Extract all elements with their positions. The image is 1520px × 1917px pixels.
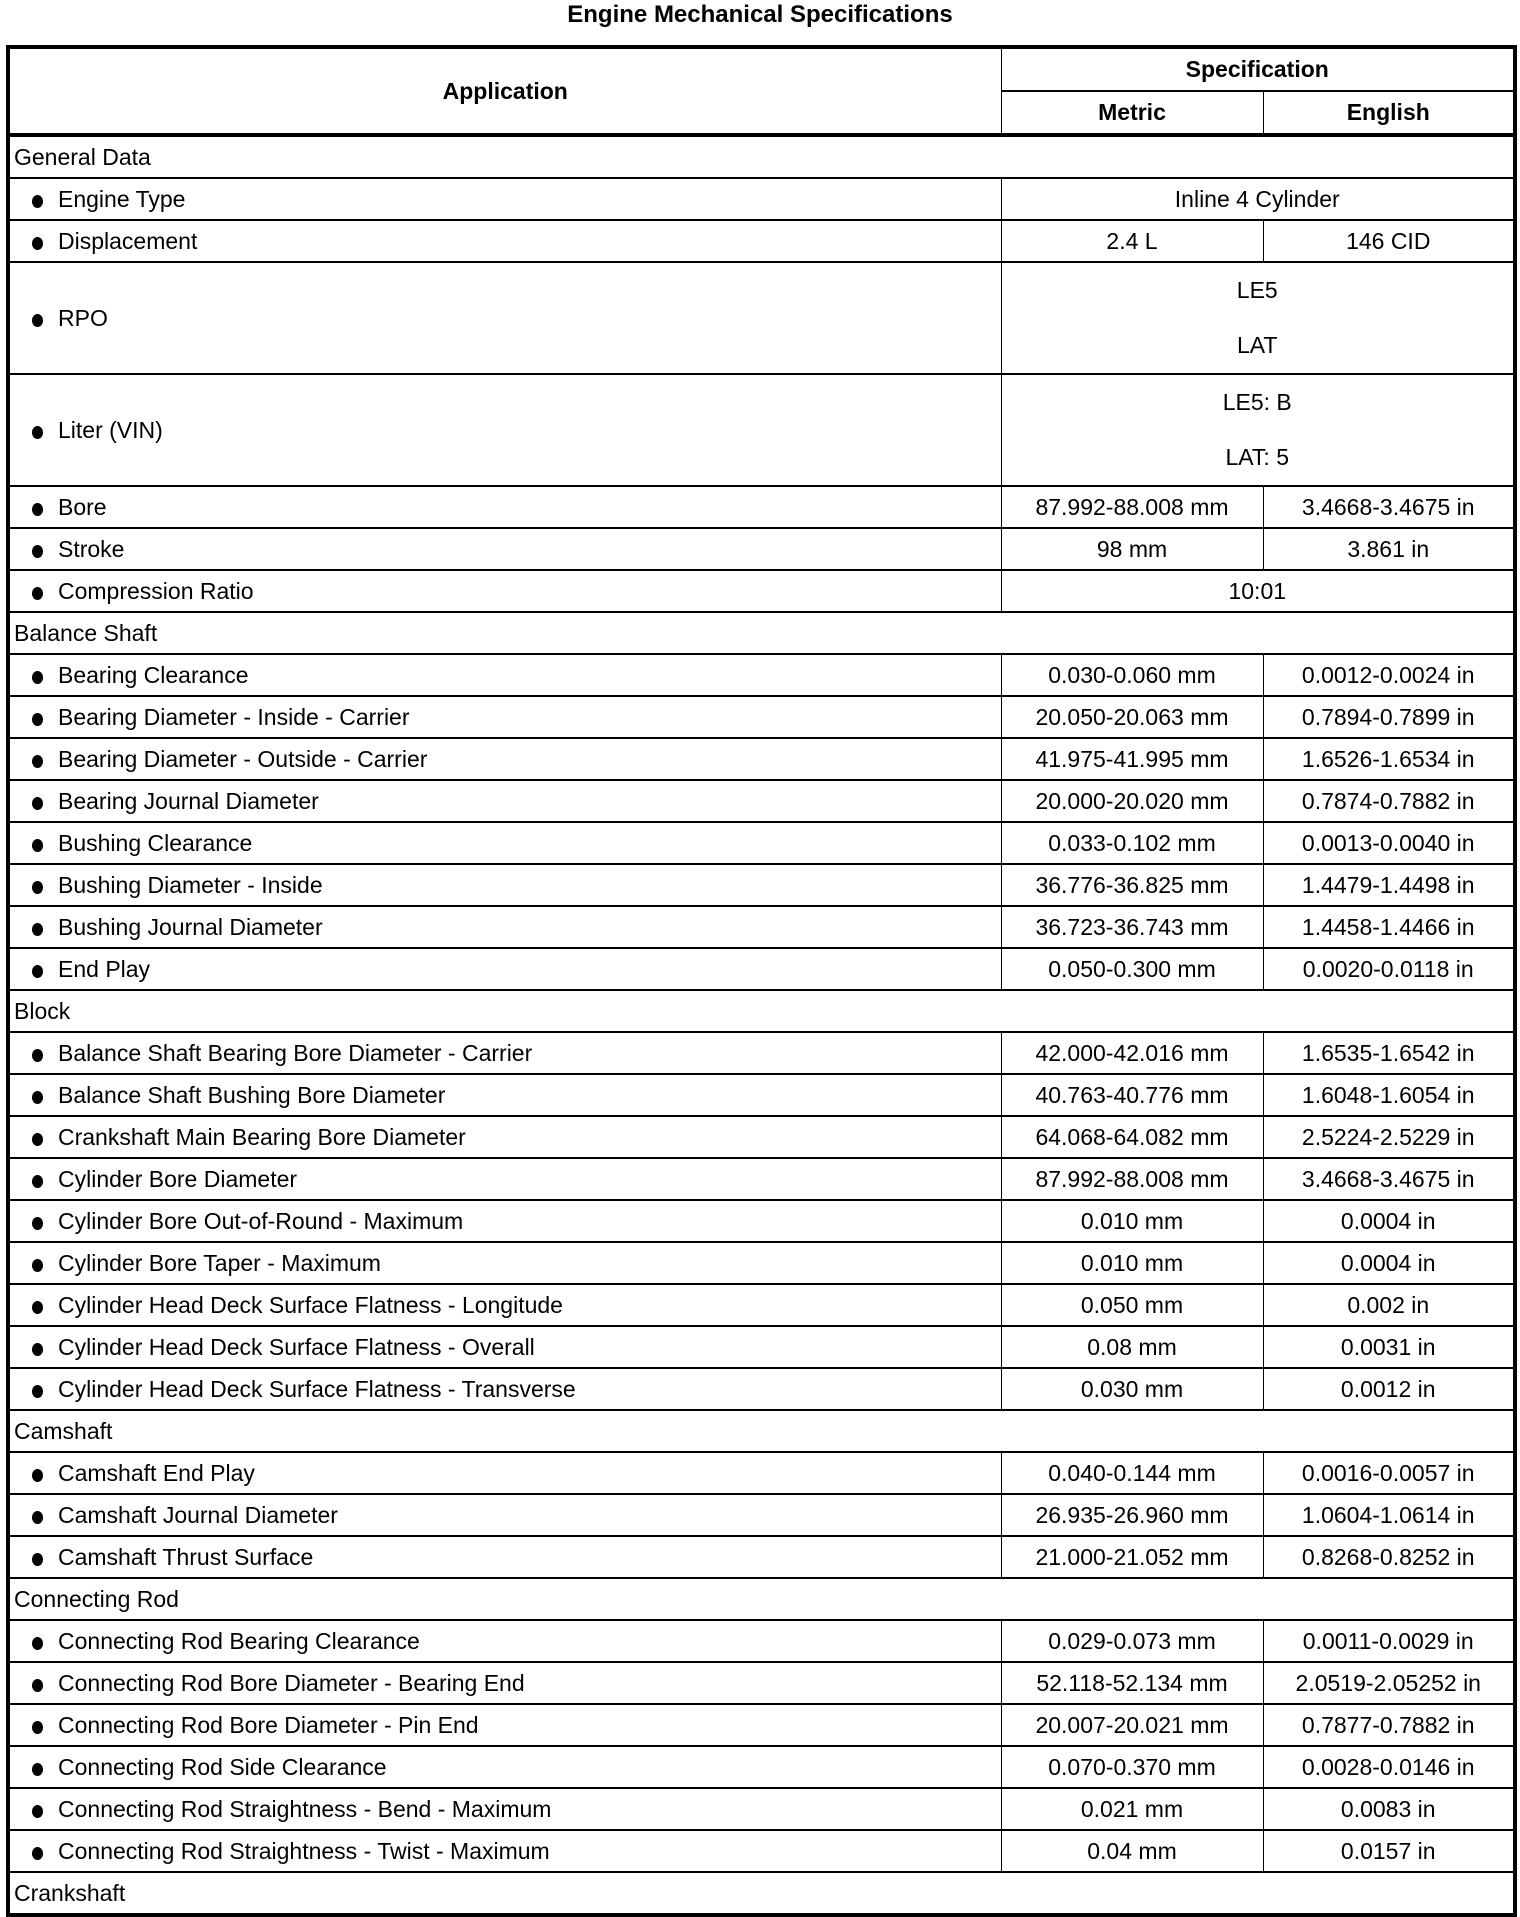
metric-value: 0.029-0.073 mm: [1001, 1620, 1263, 1662]
english-value: 0.0013-0.0040 in: [1263, 822, 1515, 864]
bullet-icon: [32, 1217, 43, 1230]
table-row: [8, 178, 1515, 220]
english-value: 0.0020-0.0118 in: [1263, 948, 1515, 990]
application-cell: [8, 1704, 1001, 1746]
table-row: [8, 1158, 1515, 1200]
row-label: Camshaft Journal Diameter: [58, 1501, 338, 1528]
section-row: [8, 1872, 1515, 1915]
row-label: Cylinder Bore Out-of-Round - Maximum: [58, 1207, 464, 1234]
english-value: 2.0519-2.05252 in: [1263, 1662, 1515, 1704]
value-line: LE5: [1236, 277, 1278, 303]
row-label: Bearing Diameter - Outside - Carrier: [58, 745, 428, 772]
application-cell: [8, 528, 1001, 570]
english-value: 3.4668-3.4675 in: [1263, 1158, 1515, 1200]
row-label: Connecting Rod Bore Diameter - Pin End: [58, 1711, 479, 1738]
metric-value: 20.007-20.021 mm: [1001, 1704, 1263, 1746]
bullet-icon: [32, 545, 43, 558]
row-label: Connecting Rod Bearing Clearance: [58, 1627, 420, 1654]
row-label: RPO: [58, 304, 108, 331]
metric-value: 0.021 mm: [1001, 1788, 1263, 1830]
specification-value: [1001, 178, 1515, 220]
table-body: [8, 135, 1515, 1915]
application-cell: [8, 1830, 1001, 1872]
application-cell: [8, 1158, 1001, 1200]
row-label: Bearing Clearance: [58, 661, 249, 688]
application-cell: [8, 178, 1001, 220]
row-label: Cylinder Head Deck Surface Flatness - Longitude: [58, 1291, 563, 1318]
table-row: [8, 374, 1515, 486]
application-cell: [8, 1200, 1001, 1242]
section-row: [8, 1578, 1515, 1620]
application-cell: [8, 654, 1001, 696]
english-value: 3.4668-3.4675 in: [1263, 486, 1515, 528]
table-row: [8, 486, 1515, 528]
table-row: [8, 1494, 1515, 1536]
english-value: 0.7874-0.7882 in: [1263, 780, 1515, 822]
bullet-icon: [32, 881, 43, 894]
bullet-icon: [32, 1385, 43, 1398]
bullet-icon: [32, 1511, 43, 1524]
table-row: [8, 654, 1515, 696]
bullet-icon: [32, 426, 43, 439]
row-label: Compression Ratio: [58, 577, 254, 604]
row-label: Bore: [58, 493, 107, 520]
application-cell: [8, 570, 1001, 612]
bullet-icon: [32, 1847, 43, 1860]
bullet-icon: [32, 797, 43, 810]
english-value: 0.0012 in: [1263, 1368, 1515, 1410]
bullet-icon: [32, 1343, 43, 1356]
english-value: 146 CID: [1263, 220, 1515, 262]
header-application: Application: [442, 77, 568, 104]
header-metric: Metric: [1001, 91, 1263, 135]
english-value: 1.4479-1.4498 in: [1263, 864, 1515, 906]
application-cell: [8, 1074, 1001, 1116]
row-label: End Play: [58, 955, 151, 982]
section-row: [8, 1410, 1515, 1452]
table-row: [8, 780, 1515, 822]
english-value: 0.0004 in: [1263, 1200, 1515, 1242]
row-label: Bearing Journal Diameter: [58, 787, 319, 814]
metric-value: 36.723-36.743 mm: [1001, 906, 1263, 948]
row-label: Cylinder Head Deck Surface Flatness - Overall: [58, 1333, 535, 1360]
application-cell: [8, 1746, 1001, 1788]
row-label: Stroke: [58, 535, 125, 562]
table-row: [8, 822, 1515, 864]
application-cell: [8, 822, 1001, 864]
row-label: Connecting Rod Bore Diameter - Bearing End: [58, 1669, 525, 1696]
english-value: 1.6048-1.6054 in: [1263, 1074, 1515, 1116]
bullet-icon: [32, 503, 43, 516]
metric-value: 26.935-26.960 mm: [1001, 1494, 1263, 1536]
application-cell: [8, 374, 1001, 486]
specification-value: [1001, 262, 1515, 374]
metric-value: 21.000-21.052 mm: [1001, 1536, 1263, 1578]
english-value: 1.0604-1.0614 in: [1263, 1494, 1515, 1536]
english-value: 1.6535-1.6542 in: [1263, 1032, 1515, 1074]
bullet-icon: [32, 1553, 43, 1566]
bullet-icon: [32, 1175, 43, 1188]
bullet-icon: [32, 1805, 43, 1818]
application-cell: [8, 906, 1001, 948]
metric-value: 98 mm: [1001, 528, 1263, 570]
bullet-icon: [32, 1259, 43, 1272]
application-cell: [8, 1620, 1001, 1662]
metric-value: 0.050 mm: [1001, 1284, 1263, 1326]
application-cell: [8, 1242, 1001, 1284]
application-cell: [8, 1032, 1001, 1074]
row-label: Liter (VIN): [58, 416, 163, 443]
english-value: 0.0004 in: [1263, 1242, 1515, 1284]
section-title: General Data: [8, 135, 1515, 178]
application-cell: [8, 738, 1001, 780]
metric-value: 0.050-0.300 mm: [1001, 948, 1263, 990]
row-label: Engine Type: [58, 185, 186, 212]
metric-value: 0.040-0.144 mm: [1001, 1452, 1263, 1494]
application-cell: [8, 1116, 1001, 1158]
row-label: Balance Shaft Bushing Bore Diameter: [58, 1081, 446, 1108]
row-label: Balance Shaft Bearing Bore Diameter - Carrier: [58, 1039, 533, 1066]
row-label: Cylinder Bore Taper - Maximum: [58, 1249, 381, 1276]
application-cell: [8, 220, 1001, 262]
table-row: [8, 1662, 1515, 1704]
application-cell: [8, 1326, 1001, 1368]
metric-value: 40.763-40.776 mm: [1001, 1074, 1263, 1116]
row-label: Bushing Clearance: [58, 829, 253, 856]
metric-value: 52.118-52.134 mm: [1001, 1662, 1263, 1704]
row-label: Camshaft Thrust Surface: [58, 1543, 314, 1570]
english-value: 0.002 in: [1263, 1284, 1515, 1326]
table-row: [8, 738, 1515, 780]
application-cell: [8, 1368, 1001, 1410]
table-row: [8, 1746, 1515, 1788]
row-label: Camshaft End Play: [58, 1459, 255, 1486]
english-value: 0.0028-0.0146 in: [1263, 1746, 1515, 1788]
bullet-icon: [32, 1469, 43, 1482]
row-label: Bearing Diameter - Inside - Carrier: [58, 703, 410, 730]
table-row: [8, 1116, 1515, 1158]
table-row: [8, 1200, 1515, 1242]
specifications-table: [6, 45, 1517, 1917]
bullet-icon: [32, 1763, 43, 1776]
english-value: 0.0012-0.0024 in: [1263, 654, 1515, 696]
metric-value: 0.030 mm: [1001, 1368, 1263, 1410]
specification-value: [1001, 374, 1515, 486]
english-value: 0.0016-0.0057 in: [1263, 1452, 1515, 1494]
section-title: Camshaft: [8, 1410, 1515, 1452]
table-row: [8, 1830, 1515, 1872]
row-label: Cylinder Head Deck Surface Flatness - Transverse: [58, 1375, 576, 1402]
row-label: Displacement: [58, 227, 198, 254]
application-cell: [8, 1284, 1001, 1326]
bullet-icon: [32, 1721, 43, 1734]
bullet-icon: [32, 314, 43, 327]
bullet-icon: [32, 1133, 43, 1146]
bullet-icon: [32, 237, 43, 250]
bullet-icon: [32, 1091, 43, 1104]
table-row: [8, 1704, 1515, 1746]
metric-value: 0.030-0.060 mm: [1001, 654, 1263, 696]
bullet-icon: [32, 587, 43, 600]
row-label: Crankshaft Main Bearing Bore Diameter: [58, 1123, 466, 1150]
metric-value: 87.992-88.008 mm: [1001, 486, 1263, 528]
metric-value: 42.000-42.016 mm: [1001, 1032, 1263, 1074]
table-row: [8, 1536, 1515, 1578]
bullet-icon: [32, 1679, 43, 1692]
table-row: [8, 528, 1515, 570]
value-line: LAT: [1237, 332, 1278, 358]
specification-value: [1001, 570, 1515, 612]
bullet-icon: [32, 195, 43, 208]
row-label: Bushing Journal Diameter: [58, 913, 323, 940]
table-row: [8, 864, 1515, 906]
english-value: 0.7877-0.7882 in: [1263, 1704, 1515, 1746]
application-cell: [8, 486, 1001, 528]
table-row: [8, 262, 1515, 374]
metric-value: 64.068-64.082 mm: [1001, 1116, 1263, 1158]
english-value: 0.0031 in: [1263, 1326, 1515, 1368]
row-label: Connecting Rod Side Clearance: [58, 1753, 387, 1780]
metric-value: 41.975-41.995 mm: [1001, 738, 1263, 780]
metric-value: 0.04 mm: [1001, 1830, 1263, 1872]
english-value: 0.8268-0.8252 in: [1263, 1536, 1515, 1578]
english-value: 2.5224-2.5229 in: [1263, 1116, 1515, 1158]
bullet-icon: [32, 839, 43, 852]
metric-value: 87.992-88.008 mm: [1001, 1158, 1263, 1200]
english-value: 3.861 in: [1263, 528, 1515, 570]
bullet-icon: [32, 1049, 43, 1062]
table-row: [8, 570, 1515, 612]
row-label: Connecting Rod Straightness - Twist - Maximum: [58, 1837, 550, 1864]
english-value: 0.0083 in: [1263, 1788, 1515, 1830]
table-row: [8, 1284, 1515, 1326]
table-row: [8, 948, 1515, 990]
metric-value: 0.010 mm: [1001, 1200, 1263, 1242]
metric-value: 0.070-0.370 mm: [1001, 1746, 1263, 1788]
table-row: [8, 1326, 1515, 1368]
application-cell: [8, 780, 1001, 822]
table-row: [8, 906, 1515, 948]
row-label: Bushing Diameter - Inside: [58, 871, 323, 898]
metric-value: 0.010 mm: [1001, 1242, 1263, 1284]
table-row: [8, 220, 1515, 262]
application-cell: [8, 1662, 1001, 1704]
section-title: Crankshaft: [8, 1872, 1515, 1915]
english-value: 1.6526-1.6534 in: [1263, 738, 1515, 780]
metric-value: 0.08 mm: [1001, 1326, 1263, 1368]
section-row: [8, 135, 1515, 178]
value-line: LE5: B: [1222, 389, 1292, 415]
english-value: 1.4458-1.4466 in: [1263, 906, 1515, 948]
table-row: [8, 1242, 1515, 1284]
application-cell: [8, 948, 1001, 990]
metric-value: 20.050-20.063 mm: [1001, 696, 1263, 738]
table-row: [8, 1788, 1515, 1830]
bullet-icon: [32, 713, 43, 726]
application-cell: [8, 1788, 1001, 1830]
section-row: [8, 990, 1515, 1032]
bullet-icon: [32, 671, 43, 684]
value-line: Inline 4 Cylinder: [1174, 185, 1340, 212]
row-label: Connecting Rod Straightness - Bend - Maximum: [58, 1795, 552, 1822]
section-title: Balance Shaft: [8, 612, 1515, 654]
application-cell: [8, 1536, 1001, 1578]
section-title: Block: [8, 990, 1515, 1032]
header-specification: Specification: [1001, 47, 1515, 91]
application-cell: [8, 1452, 1001, 1494]
section-title: Connecting Rod: [8, 1578, 1515, 1620]
application-cell: [8, 1494, 1001, 1536]
header-english: English: [1263, 91, 1515, 135]
metric-value: 36.776-36.825 mm: [1001, 864, 1263, 906]
english-value: 0.7894-0.7899 in: [1263, 696, 1515, 738]
value-line: 10:01: [1228, 577, 1287, 604]
row-label: Cylinder Bore Diameter: [58, 1165, 298, 1192]
metric-value: 2.4 L: [1001, 220, 1263, 262]
table-row: [8, 1074, 1515, 1116]
bullet-icon: [32, 1301, 43, 1314]
english-value: 0.0011-0.0029 in: [1263, 1620, 1515, 1662]
table-row: [8, 696, 1515, 738]
application-cell: [8, 262, 1001, 374]
metric-value: 20.000-20.020 mm: [1001, 780, 1263, 822]
section-row: [8, 612, 1515, 654]
bullet-icon: [32, 755, 43, 768]
metric-value: 0.033-0.102 mm: [1001, 822, 1263, 864]
table-row: [8, 1452, 1515, 1494]
table-row: [8, 1620, 1515, 1662]
english-value: 0.0157 in: [1263, 1830, 1515, 1872]
value-line: LAT: 5: [1225, 444, 1289, 470]
application-cell: [8, 864, 1001, 906]
table-row: [8, 1368, 1515, 1410]
bullet-icon: [32, 923, 43, 936]
table-row: [8, 1032, 1515, 1074]
page-title: Engine Mechanical Specifications: [567, 1, 953, 28]
bullet-icon: [32, 1637, 43, 1650]
bullet-icon: [32, 965, 43, 978]
application-cell: [8, 696, 1001, 738]
